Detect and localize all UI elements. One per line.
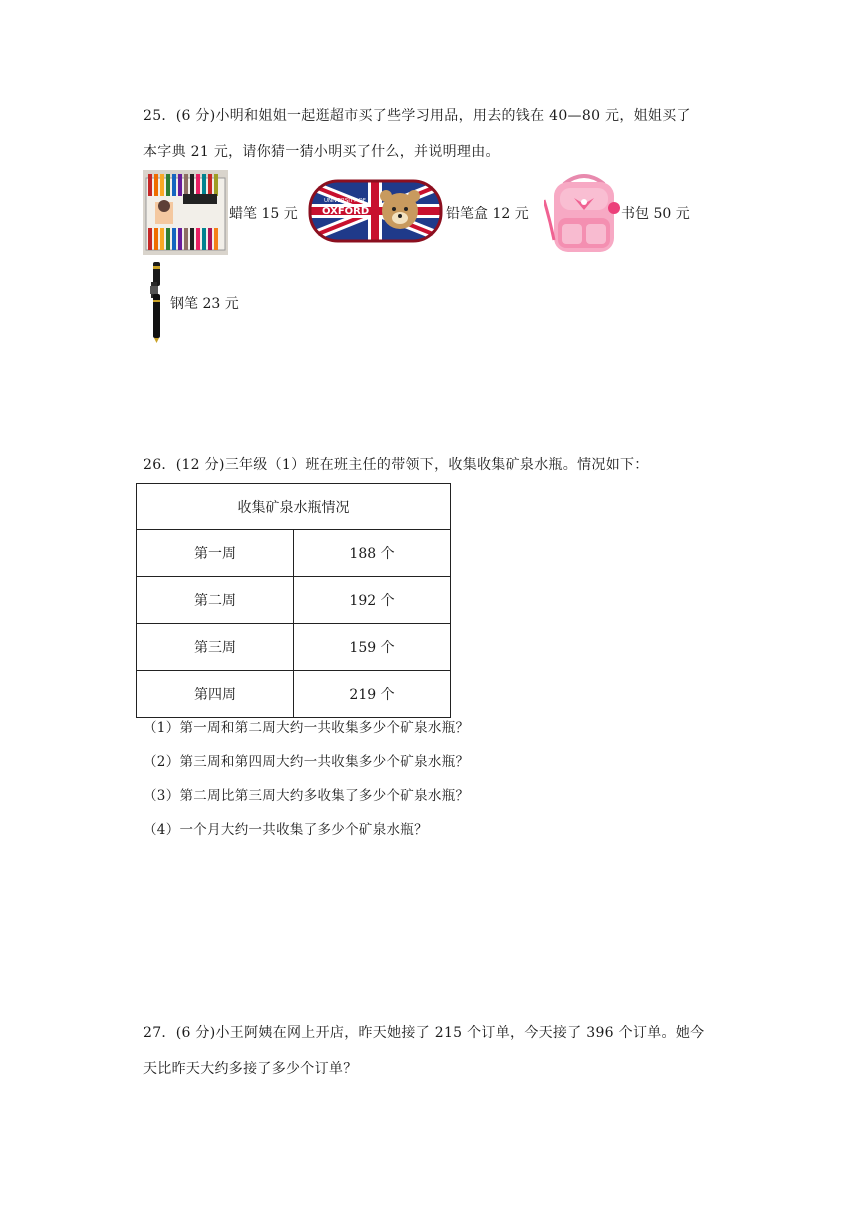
pencil-case-image	[308, 178, 443, 244]
week-cell: 第三周	[137, 624, 294, 671]
count-cell: 188 个	[294, 530, 451, 577]
q27-line1: 27．(6 分)小王阿姨在网上开店，昨天她接了 215 个订单，今天接了 396 个订单。她今	[143, 1025, 705, 1041]
table-row	[137, 671, 451, 718]
bottle-collection-table	[136, 483, 451, 718]
q26-question-2: （2）第三周和第四周大约一共收集多少个矿泉水瓶？	[143, 754, 470, 770]
table-row	[137, 577, 451, 624]
pencil-case-label: 铅笔盒 12 元	[446, 206, 529, 222]
q25-line2: 本字典 21 元，请你猜一猜小明买了什么，并说明理由。	[143, 144, 500, 160]
count-cell: 219 个	[294, 671, 451, 718]
count-cell: 192 个	[294, 577, 451, 624]
crayon-box-image	[143, 170, 228, 255]
q25-line1: 25．(6 分)小明和姐姐一起逛超市买了些学习用品，用去的钱在 40—80 元，姐姐买了	[143, 108, 691, 124]
week-cell: 第四周	[137, 671, 294, 718]
crayon-label: 蜡笔 15 元	[229, 206, 298, 222]
week-cell: 第一周	[137, 530, 294, 577]
school-bag-image	[544, 170, 624, 256]
table-title: 收集矿泉水瓶情况	[137, 484, 451, 530]
table-row	[137, 530, 451, 577]
table-row	[137, 624, 451, 671]
q26-line1: 26．(12 分)三年级（1）班在班主任的带领下，收集收集矿泉水瓶。情况如下：	[143, 457, 649, 473]
q26-question-1: （1）第一周和第二周大约一共收集多少个矿泉水瓶？	[143, 720, 470, 736]
count-cell: 159 个	[294, 624, 451, 671]
q26-question-4: （4）一个月大约一共收集了多少个矿泉水瓶？	[143, 822, 428, 838]
fountain-pen-image	[147, 260, 165, 344]
pencil-case-brand-text: OXFORD	[322, 206, 370, 217]
week-cell: 第二周	[137, 577, 294, 624]
pencil-case-small-text: UNIVERSITY OF	[324, 198, 366, 204]
q27-line2: 天比昨天大约多接了多少个订单？	[143, 1061, 358, 1077]
school-bag-label: 书包 50 元	[621, 206, 690, 222]
fountain-pen-label: 钢笔 23 元	[170, 296, 239, 312]
q26-question-3: （3）第二周比第三周大约多收集了多少个矿泉水瓶？	[143, 788, 470, 804]
